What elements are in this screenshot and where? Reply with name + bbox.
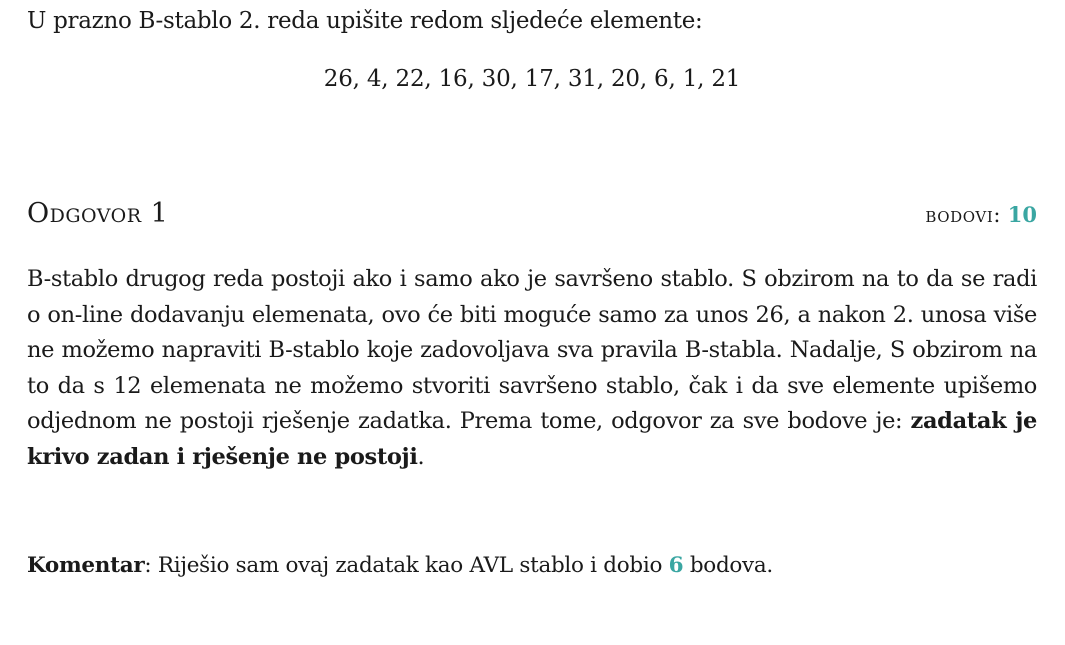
comment-label: Komentar [27, 553, 145, 578]
answer-conclusion: zadatak je krivo zadan i rješenje ne postoji [27, 408, 1037, 470]
comment-text-after: bodova. [683, 553, 773, 578]
question-intro: U prazno B-stablo 2. reda upišite redom sljedeće elemente: [27, 8, 703, 34]
answer-body-end: . [417, 443, 425, 470]
comment [27, 550, 773, 582]
comment-text-before: : Riješio sam ovaj zadatak kao AVL stablo i dobio [144, 553, 669, 578]
comment-points-value: 6 [668, 553, 684, 578]
points-label: bodovi: [925, 203, 1002, 227]
answer-header [27, 196, 1037, 232]
answer-title: Odgovor 1 [27, 198, 169, 229]
points-indicator [925, 200, 1037, 230]
answer-body-text: B-stablo drugog reda postoji ako i samo ako je savršeno stablo. S obzirom na to da se radi o on-line dodavanju elemenata, ovo će biti moguće samo za unos 26, a nakon 2. unosa više ne možemo napraviti B-stablo koje zadovoljava sva pravila B-stabla. Nadalje, S obzirom na to da s 12 elemenata ne možemo stvoriti savršeno stablo, čak i da sve elemente upišemo odjednom ne postoji rješenje zadatka. Prema tome, odgovor za sve bodove je: [27, 266, 1037, 434]
answer-body [27, 262, 1037, 475]
points-value: 10 [1007, 202, 1037, 227]
element-sequence: 26, 4, 22, 16, 30, 17, 31, 20, 6, 1, 21 [323, 66, 741, 92]
